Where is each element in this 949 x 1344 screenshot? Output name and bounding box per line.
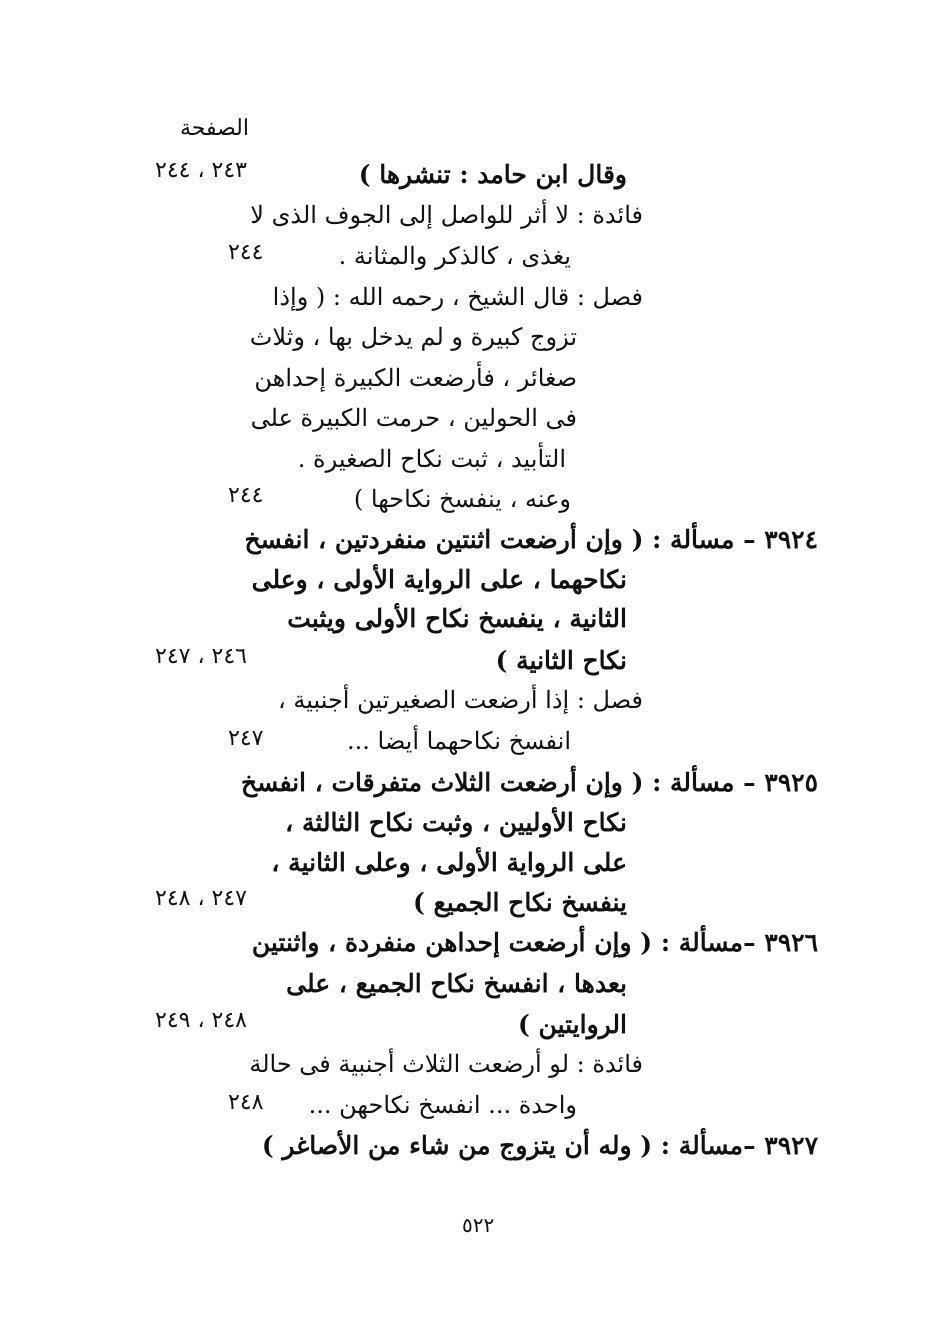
entry-heading: ٣٩٢٥ – مسألة : ( وإن أرضعت الثلاث متفرقات ، انفسخ [241,768,818,797]
page-reference: ٢٤٣ ، ٢٤٤ [155,158,247,183]
entry-line: وقال ابن حامد : تنشرها ) [358,160,627,189]
entry-line: تزوج كبيرة و لم يدخل بها ، وثلاث [249,323,577,351]
entry-line: وعنه ، ينفسخ نكاحها ) [353,485,571,513]
entry-line: الروايتين ) [518,1010,627,1039]
page-reference: ٢٤٧ [228,726,264,751]
entry-line: يغذى ، كالذكر والمثانة . [338,242,571,270]
entry-heading: ٣٩٢٦ –مسألة : ( وإن أرضعت إحداهن منفردة ، واثنتين [251,928,818,957]
entry-line: نكاح الأوليين ، وثبت نكاح الثالثة ، [285,808,627,837]
page-reference: ٢٤٧ ، ٢٤٨ [155,886,247,911]
page-reference: ٢٤٤ [228,483,264,508]
entry-line: انفسخ نكاحهما أيضا ... [347,727,571,755]
page-number: ٥٢٢ [462,1213,495,1237]
entry-heading: ٣٩٢٤ – مسألة : ( وإن أرضعت اثنتين منفردتين ، انفسخ [244,525,818,554]
page-column-header: الصفحة [179,116,249,141]
entry-line: واحدة ... انفسخ نكاحهن ... [308,1091,577,1119]
entry-line: نكاح الثانية ) [495,646,627,675]
entry-line: صغائر ، فأرضعت الكبيرة إحداهن [254,364,577,392]
entry-line: الثانية ، ينفسخ نكاح الأولى ويثبت [287,604,627,633]
page-reference: ٢٤٤ [228,240,264,265]
page-reference: ٢٤٦ ، ٢٤٧ [155,644,247,669]
entry-line: على الرواية الأولى ، وعلى الثانية ، [271,848,627,877]
entry-line: بعدها ، انفسخ نكاح الجميع ، على [286,969,627,998]
entry-line: نكاحهما ، على الرواية الأولى ، وعلى [251,565,627,594]
entry-heading: ٣٩٢٧ –مسألة : ( وله أن يتزوج من شاء من الأصاغر ) [261,1131,818,1160]
entry-line: فائدة : لو أرضعت الثلاث أجنبية فى حالة [249,1050,643,1078]
entry-line: التأبيد ، ثبت نكاح الصغيرة . [297,445,566,473]
entry-line: فى الحولين ، حرمت الكبيرة على [250,404,577,432]
entry-line: فصل : إذا أرضعت الصغيرتين أجنبية ، [277,686,643,714]
page-reference: ٢٤٨ [228,1090,264,1115]
entry-line: فائدة : لا أثر للواصل إلى الجوف الذى لا [250,201,643,229]
entry-line: فصل : قال الشيخ ، رحمه الله : ( وإذا [272,283,643,311]
page-reference: ٢٤٨ ، ٢٤٩ [155,1008,247,1033]
entry-line: ينفسخ نكاح الجميع ) [412,888,627,917]
